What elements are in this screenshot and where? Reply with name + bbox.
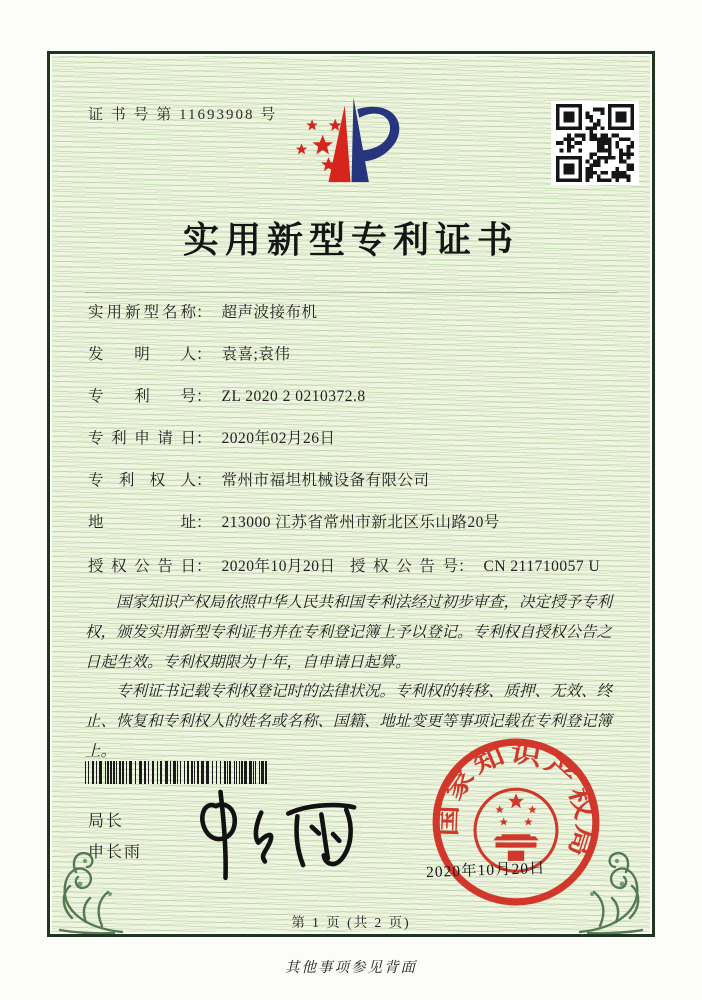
grant-date-label: 授权公告日	[88, 558, 196, 575]
field-label: 专利号	[88, 388, 196, 405]
grant-date-value: 2020年10月20日	[221, 558, 336, 575]
field-row	[88, 426, 618, 448]
director-signature-icon	[183, 781, 371, 887]
grant-date-pair	[88, 558, 336, 575]
cnipa-logo-icon	[290, 90, 415, 208]
qr-code	[551, 101, 639, 185]
field-colon: ：	[458, 558, 474, 575]
field-row	[88, 300, 618, 322]
grant-row	[88, 554, 618, 576]
field-colon: ：	[196, 304, 212, 321]
field-row	[88, 510, 618, 532]
grant-number-label: 授权公告号	[350, 558, 458, 575]
seal-ring-text: 国家知识产权局	[436, 740, 597, 855]
field-value: 2020年02月26日	[221, 430, 336, 447]
field-value: 袁喜;袁伟	[221, 346, 291, 363]
grant-number-value: CN 211710057 U	[483, 558, 601, 575]
field-row	[88, 342, 618, 364]
cnipa-red-seal	[430, 736, 602, 908]
field-colon: ：	[196, 346, 212, 363]
director-name: 申长雨	[88, 844, 143, 861]
grant-number-pair	[350, 554, 600, 576]
field-value: 213000 江苏省常州市新北区乐山路20号	[221, 514, 500, 531]
field-label: 发明人	[88, 346, 196, 363]
field-label: 地址	[88, 514, 196, 531]
field-value: 超声波接布机	[221, 304, 318, 321]
field-colon: ：	[196, 558, 212, 575]
field-row	[88, 468, 618, 490]
director-title-label: 局长	[88, 813, 125, 830]
field-colon: ：	[196, 472, 212, 489]
field-list	[88, 300, 618, 552]
field-value: 常州市福坦机械设备有限公司	[221, 472, 430, 489]
field-value: ZL 2020 2 0210372.8	[221, 388, 366, 405]
page-number: 第 1 页 (共 2 页)	[291, 915, 411, 930]
field-colon: ：	[196, 514, 212, 531]
seal-date: 2020年10月20日	[425, 859, 546, 882]
field-colon: ：	[196, 430, 212, 447]
field-label: 专利申请日	[88, 430, 196, 447]
body-paragraph: 国家知识产权局依照中华人民共和国专利法经过初步审查，决定授予专利权，颁发实用新型专利证书并在专利登记簿上予以登记。专利权自授权公告之日起生效。专利权期限为十年，自申请日起算。	[85, 594, 613, 671]
field-label: 专利权人	[88, 472, 196, 489]
field-colon: ：	[196, 388, 212, 405]
back-side-note: 其他事项参见背面	[285, 960, 417, 976]
certificate-number: 证 书 号 第 11693908 号	[88, 107, 278, 123]
field-row	[88, 384, 618, 406]
field-label: 实用新型名称	[88, 304, 196, 321]
title-divider	[85, 292, 618, 293]
barcode	[85, 761, 270, 784]
body-paragraph: 专利证书记载专利权登记时的法律状况。专利权的转移、质押、无效、终止、恢复和专利权人的姓名或名称、国籍、地址变更等事项记载在专利登记簿上。	[85, 683, 613, 760]
certificate-title: 实用新型专利证书	[182, 220, 519, 260]
